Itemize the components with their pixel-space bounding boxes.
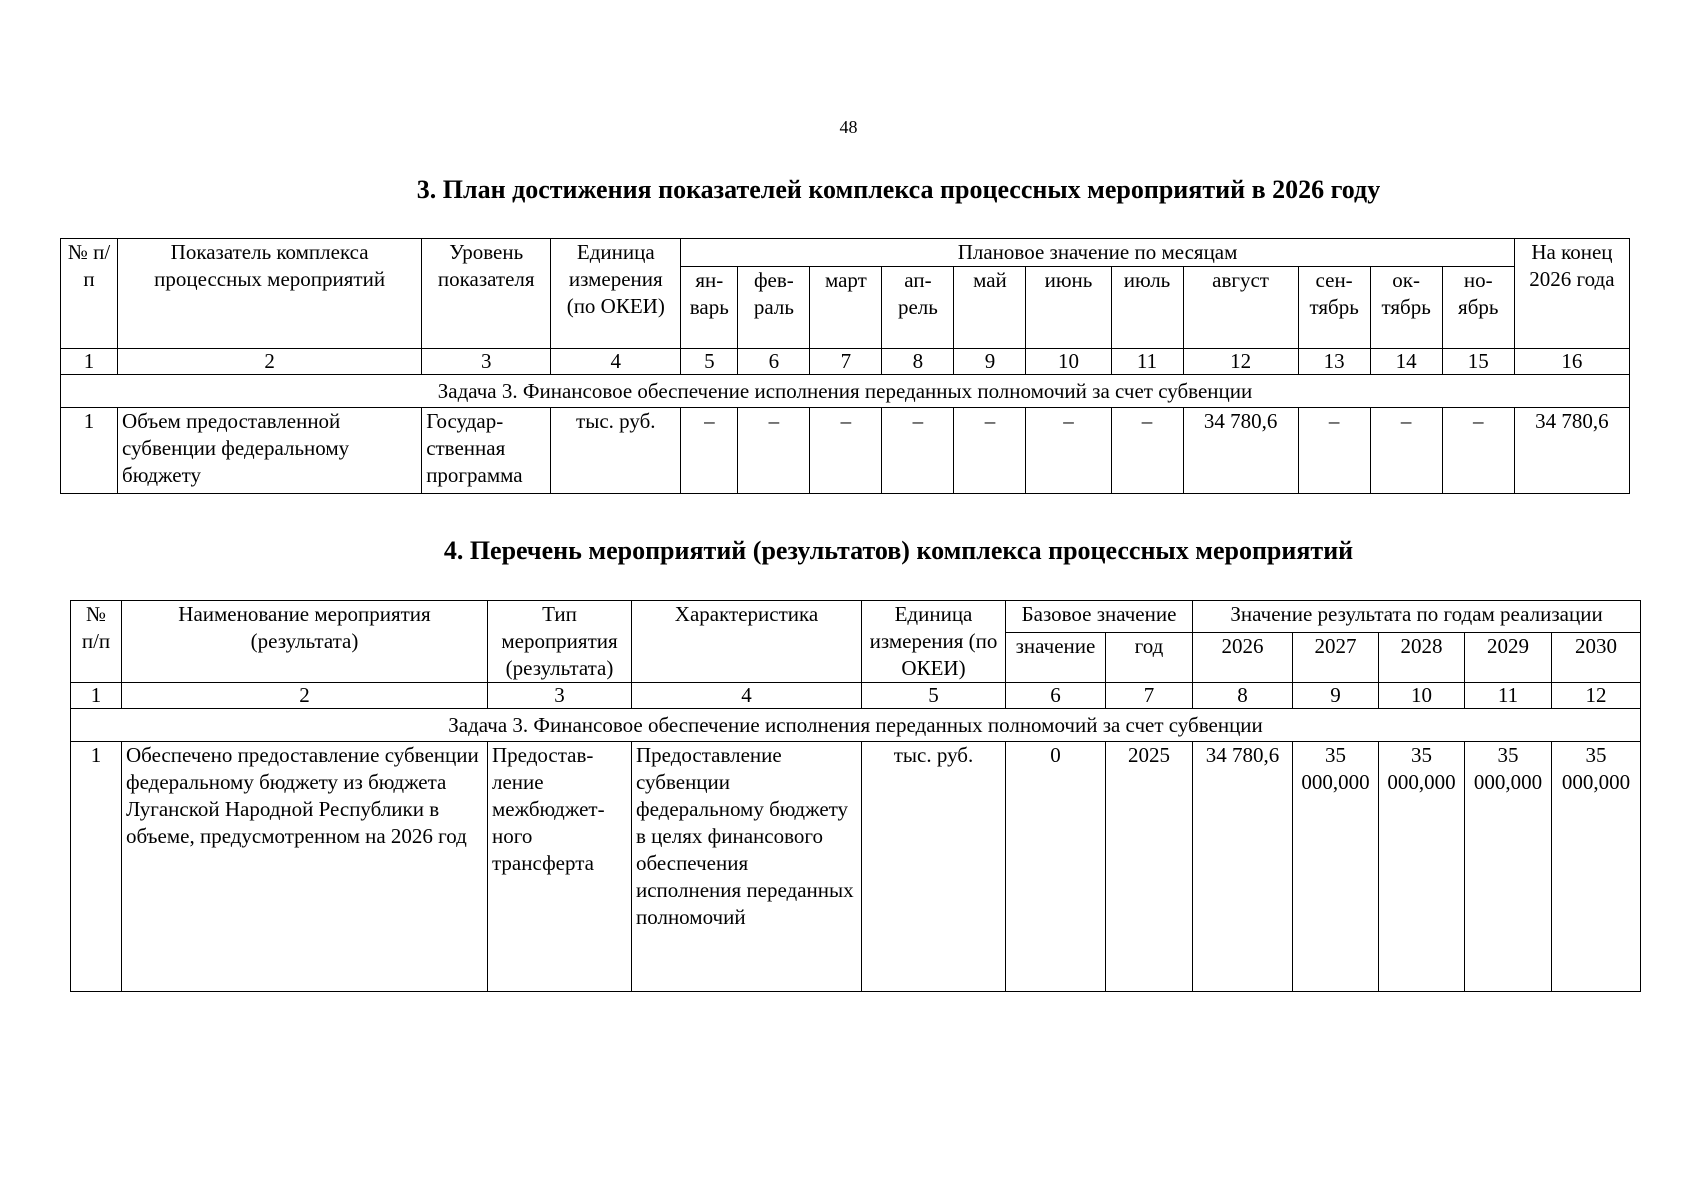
month-header: фев-раль	[738, 267, 810, 349]
col-number: 5	[681, 349, 738, 375]
col-number: 7	[1106, 683, 1193, 709]
header-base: Базовое значение	[1006, 601, 1193, 633]
month-value: –	[882, 408, 954, 494]
col-number: 16	[1514, 349, 1629, 375]
month-header: март	[810, 267, 882, 349]
year-header: 2028	[1379, 633, 1465, 683]
col-number: 6	[738, 349, 810, 375]
row-characteristic: Предоставление субвенции федеральному бюджету в целях финансового обеспечения исполнения переданных полномочий	[632, 742, 862, 992]
page-number: 48	[839, 117, 858, 137]
month-header: но-ябрь	[1442, 267, 1514, 349]
month-value: –	[681, 408, 738, 494]
year-header: 2030	[1552, 633, 1641, 683]
month-value: –	[1026, 408, 1111, 494]
header-result: Значение результата по годам реализации	[1193, 601, 1641, 633]
col-number: 12	[1552, 683, 1641, 709]
row-num: 1	[71, 742, 122, 992]
month-value: 34 780,6	[1183, 408, 1298, 494]
section-3-title: 3. План достижения показателей комплекса процессных мероприятий в 2026 году	[416, 175, 1381, 204]
row-indicator: Объем предоставленной субвенции федеральному бюджету	[118, 408, 422, 494]
table4-column-numbers	[71, 683, 1641, 709]
table3-task-row	[61, 375, 1630, 408]
header-characteristic: Характеристика	[632, 601, 862, 683]
row-name: Обеспечено предоставление субвенции федеральному бюджету из бюджета Луганской Народной Республики в объеме, предусмотренном на 2026 год	[122, 742, 488, 992]
year-header: 2027	[1293, 633, 1379, 683]
row-unit: тыс. руб.	[862, 742, 1006, 992]
table4-header-row	[71, 601, 1641, 633]
month-value: –	[1111, 408, 1183, 494]
month-value: –	[1370, 408, 1442, 494]
header-num: № п/п	[61, 239, 118, 349]
header-num: № п/п	[71, 601, 122, 683]
col-number: 1	[71, 683, 122, 709]
month-header: ян-варь	[681, 267, 738, 349]
month-header: май	[954, 267, 1026, 349]
row-unit: тыс. руб.	[551, 408, 681, 494]
col-number: 12	[1183, 349, 1298, 375]
col-number: 3	[488, 683, 632, 709]
col-number: 10	[1379, 683, 1465, 709]
col-number: 2	[118, 349, 422, 375]
month-header: август	[1183, 267, 1298, 349]
month-value: –	[738, 408, 810, 494]
year-value: 35 000,000	[1552, 742, 1641, 992]
header-name: Наименование мероприятия (результата)	[122, 601, 488, 683]
month-value: –	[810, 408, 882, 494]
table3-header-row	[61, 239, 1630, 267]
header-unit: Единица измерения (по ОКЕИ)	[551, 239, 681, 349]
col-number: 10	[1026, 349, 1111, 375]
row-end-value: 34 780,6	[1514, 408, 1629, 494]
row-num: 1	[61, 408, 118, 494]
header-level: Уровень показателя	[422, 239, 551, 349]
header-unit: Единица измерения (по ОКЕИ)	[862, 601, 1006, 683]
month-header: июль	[1111, 267, 1183, 349]
task-label: Задача 3. Финансовое обеспечение исполнения переданных полномочий за счет субвенции	[71, 709, 1641, 742]
header-plan: Плановое значение по месяцам	[681, 239, 1515, 267]
col-number: 11	[1111, 349, 1183, 375]
col-number: 9	[954, 349, 1026, 375]
col-number: 4	[632, 683, 862, 709]
month-header: ок-тябрь	[1370, 267, 1442, 349]
row-type: Предостав-ление межбюджет-ного трансферта	[488, 742, 632, 992]
year-value: 35 000,000	[1465, 742, 1552, 992]
col-number: 5	[862, 683, 1006, 709]
header-base-value: значение	[1006, 633, 1106, 683]
year-header: 2029	[1465, 633, 1552, 683]
year-value: 34 780,6	[1193, 742, 1293, 992]
col-number: 13	[1298, 349, 1370, 375]
month-value: –	[1442, 408, 1514, 494]
table-row	[71, 742, 1641, 992]
row-base-year: 2025	[1106, 742, 1193, 992]
table-row	[61, 408, 1630, 494]
col-number: 14	[1370, 349, 1442, 375]
table3-column-numbers	[61, 349, 1630, 375]
col-number: 7	[810, 349, 882, 375]
col-number: 9	[1293, 683, 1379, 709]
activities-table	[70, 600, 1641, 992]
col-number: 2	[122, 683, 488, 709]
month-header: сен-тябрь	[1298, 267, 1370, 349]
year-value: 35 000,000	[1293, 742, 1379, 992]
header-base-year: год	[1106, 633, 1193, 683]
month-value: –	[954, 408, 1026, 494]
month-header: июнь	[1026, 267, 1111, 349]
col-number: 3	[422, 349, 551, 375]
col-number: 15	[1442, 349, 1514, 375]
header-type: Тип мероприятия (результата)	[488, 601, 632, 683]
row-level: Государ-ственная программа	[422, 408, 551, 494]
col-number: 8	[1193, 683, 1293, 709]
row-base-value: 0	[1006, 742, 1106, 992]
header-end: На конец 2026 года	[1514, 239, 1629, 349]
year-header: 2026	[1193, 633, 1293, 683]
col-number: 8	[882, 349, 954, 375]
month-header: ап-рель	[882, 267, 954, 349]
month-value: –	[1298, 408, 1370, 494]
header-indicator: Показатель комплекса процессных мероприятий	[118, 239, 422, 349]
section-4-title: 4. Перечень мероприятий (результатов) комплекса процессных мероприятий	[443, 536, 1354, 565]
table4-task-row	[71, 709, 1641, 742]
task-label: Задача 3. Финансовое обеспечение исполнения переданных полномочий за счет субвенции	[61, 375, 1630, 408]
col-number: 4	[551, 349, 681, 375]
col-number: 1	[61, 349, 118, 375]
col-number: 6	[1006, 683, 1106, 709]
indicator-plan-table	[60, 238, 1630, 494]
col-number: 11	[1465, 683, 1552, 709]
year-value: 35 000,000	[1379, 742, 1465, 992]
